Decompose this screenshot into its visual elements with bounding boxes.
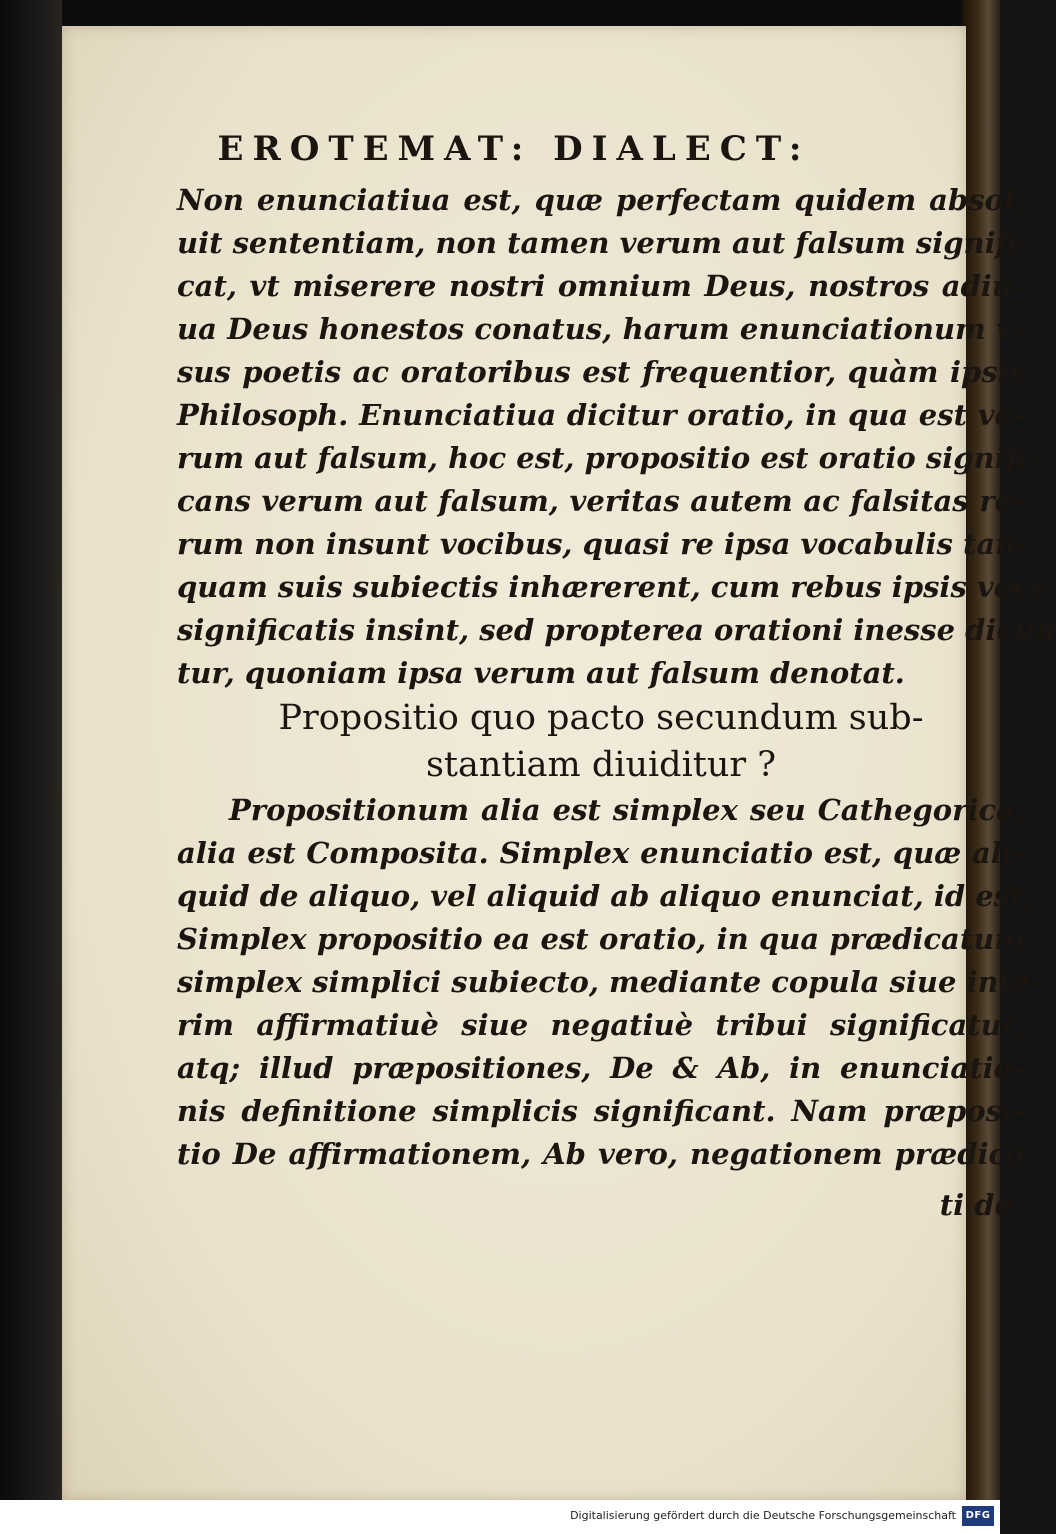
section-heading	[177, 695, 1025, 789]
book-binding-left	[0, 0, 62, 1500]
heading-line: stantiam diuiditur ?	[425, 745, 777, 785]
footer-bar	[0, 1500, 1000, 1534]
text-line: quam suis subiectis inhærerent, cum rebus ipsis voce	[177, 570, 1050, 604]
text-line: quid de aliquo, vel aliquid ab aliquo enunciat, id est,	[177, 879, 1034, 913]
text-line: tur, quoniam ipsa verum aut falsum denotat.	[177, 656, 905, 690]
text-line: rim affirmatiuè siue negatiuè tribui significatur,	[177, 1008, 1025, 1042]
catchword: ti de	[939, 1188, 1013, 1222]
text-line: rum non insunt vocibus, quasi re ipsa vocabulis tan-	[177, 527, 1029, 561]
text-line: tio De affirmationem, Ab vero, negationem prædica	[177, 1137, 1025, 1171]
running-head: EROTEMAT: DIALECT:	[217, 129, 811, 169]
text-line: ua Deus honestos conatus, harum enunciationum v-	[177, 312, 1025, 346]
text-line: alia est Composita. Simplex enunciatio est, quæ ali-	[177, 836, 1025, 870]
book-page	[62, 26, 1056, 1500]
text-line: atq; illud præpositiones, De & Ab, in enunciatio-	[177, 1051, 1025, 1085]
text-line: simplex simplici subiecto, mediante copula siue inte-	[177, 965, 1043, 999]
text-line: sus poetis ac oratoribus est frequentior, quàm ipsis	[177, 355, 1025, 389]
funding-credit: Digitalisierung gefördert durch die Deutsche Forschungsgemeinschaft	[570, 1509, 956, 1522]
text-line: rum aut falsum, hoc est, propositio est oratio signifi-	[177, 441, 1039, 475]
heading-line: Propositio quo pacto secundum sub-	[278, 698, 924, 738]
text-line: Philosoph. Enunciatiua dicitur oratio, in qua est ve-	[177, 398, 1025, 432]
text-line: cat, vt miserere nostri omnium Deus, nostros adiu-	[177, 269, 1025, 303]
text-line: uit sententiam, non tamen verum aut falsum signifi-	[177, 226, 1029, 260]
text-line: Non enunciatiua est, quæ perfectam quidem absol,	[177, 183, 1025, 217]
scan-background-top	[0, 0, 1000, 26]
text-line: Simplex propositio ea est oratio, in qua prædicatum	[177, 922, 1025, 956]
text-line: Propositionum alia est simplex seu Cathegorica,	[229, 793, 1025, 827]
text-line: nis definitione simplicis significant. Nam præposi-	[177, 1094, 1025, 1128]
dfg-logo-icon[interactable]: DFG	[962, 1506, 994, 1526]
text-line: cans verum aut falsum, veritas autem ac falsitas re-	[177, 484, 1025, 518]
paragraph-2	[177, 789, 1043, 1176]
text-line: significatis insint, sed propterea orationi inesse dicun	[177, 613, 1056, 647]
text-block	[177, 179, 1056, 1228]
paragraph-1	[177, 179, 1056, 695]
